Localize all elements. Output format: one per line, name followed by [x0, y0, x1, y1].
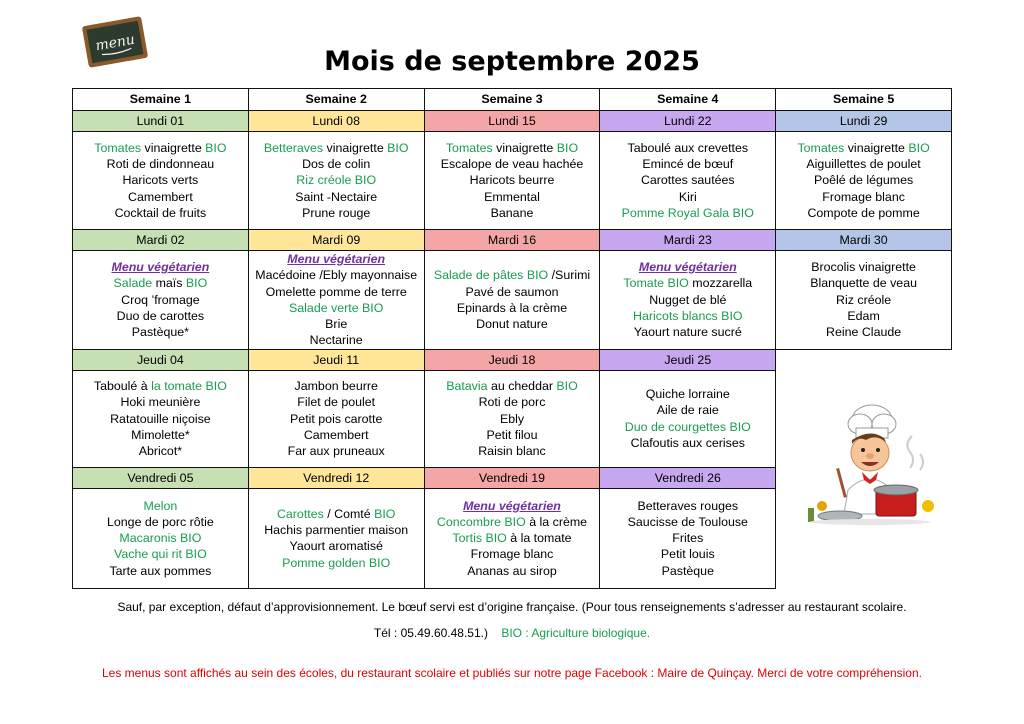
- dish-line: [249, 555, 424, 571]
- page-title: Mois de septembre 2025: [324, 46, 700, 77]
- dish-line: [73, 498, 248, 514]
- dish-text: Pastèque: [661, 563, 714, 578]
- bio-text: Haricots blancs BIO: [633, 309, 743, 324]
- vegetarian-label: Menu végétarien: [463, 498, 561, 513]
- dish-line: [600, 530, 775, 546]
- dish-line: [425, 411, 600, 427]
- bio-text: Duo de courgettes BIO: [624, 419, 751, 434]
- dish-line: [600, 402, 775, 418]
- dish-line: [425, 140, 600, 156]
- dish-line: [249, 156, 424, 172]
- dish-line: [425, 546, 600, 562]
- day-label: Jeudi 18: [424, 349, 600, 370]
- dish-text: Prune rouge: [302, 205, 371, 220]
- dish-line: [600, 498, 775, 514]
- dish-text: Reine Claude: [826, 325, 902, 340]
- menu-cell: [424, 488, 600, 588]
- vegetarian-label: Menu végétarien: [287, 252, 386, 266]
- bio-text: BIO: [556, 379, 578, 394]
- dish-line: [600, 563, 775, 579]
- dish-text: Macédoine /Ebly mayonnaise: [255, 268, 418, 283]
- day-label: Vendredi 12: [248, 467, 424, 488]
- dish-line: [600, 205, 775, 221]
- dish-text: / Comté: [323, 506, 375, 521]
- day-label: [776, 349, 952, 370]
- menu-cell: [73, 251, 249, 350]
- dish-line: [73, 172, 248, 188]
- dish-line: [600, 324, 775, 340]
- day-label: Mardi 23: [600, 230, 776, 251]
- dish-text: Banane: [490, 205, 534, 220]
- week-header-5: Semaine 5: [776, 89, 952, 111]
- dish-line: [73, 140, 248, 156]
- dish-text: Yaourt nature sucré: [633, 325, 742, 340]
- dish-line: [776, 156, 951, 172]
- dish-line: [425, 172, 600, 188]
- menu-cell: [248, 251, 424, 350]
- dish-line: [776, 140, 951, 156]
- dish-line: [425, 189, 600, 205]
- dish-text: Aiguillettes de poulet: [806, 157, 921, 172]
- week-header-2: Semaine 2: [248, 89, 424, 111]
- bio-text: Melon: [143, 498, 178, 513]
- day-label: Jeudi 25: [600, 349, 776, 370]
- dish-line: [73, 156, 248, 172]
- week-header-row: [73, 89, 952, 111]
- dish-line: [73, 394, 248, 410]
- day-label: Lundi 08: [248, 111, 424, 132]
- dish-line: [600, 386, 775, 402]
- logo-text: menu: [94, 31, 137, 55]
- dish-line: [249, 172, 424, 188]
- bio-text: Tomates: [445, 140, 493, 155]
- dish-text: Haricots verts: [122, 173, 199, 188]
- dish-text: Fromage blanc: [822, 189, 905, 204]
- dish-text: Mimolette*: [131, 427, 190, 442]
- dish-line: [249, 140, 424, 156]
- dish-line: [425, 284, 600, 300]
- dish-line: [73, 530, 248, 546]
- dish-line: [73, 546, 248, 562]
- dish-line: [776, 189, 951, 205]
- dish-line: [600, 189, 775, 205]
- dish-line: [249, 267, 424, 283]
- menu-cell: [600, 132, 776, 230]
- dish-text: Croq ’fromage: [121, 292, 200, 307]
- supply-note: Sauf, par exception, défaut d’approvisionnement. Le bœuf servi est d’origine française. (Pour tous renseignements s’adresser au restaurant scolaire.: [117, 600, 907, 614]
- week-header-4: Semaine 4: [600, 89, 776, 111]
- dish-line: [73, 514, 248, 530]
- dish-line: [425, 498, 600, 514]
- dish-text: à la tomate: [506, 531, 572, 546]
- dish-text: Tarte aux pommes: [109, 563, 212, 578]
- dish-text: Camembert: [128, 189, 193, 204]
- dish-text: Omelette pomme de terre: [265, 284, 407, 299]
- dish-text: Emincé de bœuf: [642, 157, 734, 172]
- dish-text: Brocolis vinaigrette: [811, 260, 916, 275]
- dish-line: [249, 251, 424, 267]
- dish-text: Ratatouille niçoise: [110, 411, 211, 426]
- bio-text: Batavia: [446, 379, 488, 394]
- day-label: Lundi 01: [73, 111, 249, 132]
- dish-line: [425, 316, 600, 332]
- bio-text: Salade verte BIO: [289, 300, 384, 315]
- dish-line: [249, 427, 424, 443]
- week-header-1: Semaine 1: [73, 89, 249, 111]
- dish-text: Kiri: [678, 189, 697, 204]
- bio-text: Betteraves: [263, 140, 324, 155]
- dish-line: [600, 172, 775, 188]
- dish-text: Dos de colin: [302, 157, 371, 172]
- dish-line: [425, 205, 600, 221]
- dish-line: [776, 308, 951, 324]
- day-row: [73, 230, 952, 251]
- menu-cell: [248, 370, 424, 467]
- dish-line: [600, 156, 775, 172]
- dish-line: [73, 324, 248, 340]
- dish-line: [249, 300, 424, 316]
- chef-cooking-icon: [800, 398, 940, 528]
- dish-text: Saint -Nectaire: [295, 189, 378, 204]
- bio-text: Tomate BIO: [623, 276, 689, 291]
- dish-text: Filet de poulet: [297, 395, 376, 410]
- dish-text: vinaigrette: [844, 140, 909, 155]
- dish-line: [776, 205, 951, 221]
- dish-text: Cocktail de fruits: [114, 205, 207, 220]
- dish-text: Frites: [672, 531, 704, 546]
- dish-text: Aile de raie: [656, 403, 719, 418]
- dish-text: vinaigrette: [323, 140, 388, 155]
- dish-line: [425, 514, 600, 530]
- dish-line: [249, 506, 424, 522]
- dish-text: Edam: [847, 309, 880, 324]
- dish-text: Longe de porc rôtie: [107, 514, 214, 529]
- day-label: Mardi 30: [776, 230, 952, 251]
- day-row: [73, 349, 952, 370]
- dish-text: Saucisse de Toulouse: [627, 514, 748, 529]
- dish-line: [73, 563, 248, 579]
- dish-line: [425, 378, 600, 394]
- dish-line: [249, 443, 424, 459]
- dish-text: vinaigrette: [492, 140, 557, 155]
- dish-text: Roti de porc: [478, 395, 546, 410]
- dish-line: [249, 205, 424, 221]
- dish-text: Brie: [325, 317, 348, 332]
- dish-text: à la crème: [525, 514, 588, 529]
- bio-text: Salade: [113, 276, 153, 291]
- contact-line: [0, 626, 1024, 640]
- dish-line: [249, 378, 424, 394]
- dish-text: mozzarella: [688, 276, 753, 291]
- dish-line: [425, 443, 600, 459]
- dish-text: Nugget de blé: [649, 292, 727, 307]
- bio-text: BIO: [205, 140, 227, 155]
- dish-line: [73, 411, 248, 427]
- dish-line: [73, 205, 248, 221]
- bio-text: Macaronis BIO: [119, 531, 202, 546]
- dish-line: [600, 140, 775, 156]
- week-header-3: Semaine 3: [424, 89, 600, 111]
- dish-line: [425, 300, 600, 316]
- menu-cell: [424, 132, 600, 230]
- bio-legend: BIO : Agriculture biologique.: [501, 626, 651, 640]
- dish-text: Carottes sautées: [640, 173, 735, 188]
- day-label: Mardi 16: [424, 230, 600, 251]
- dish-text: Abricot*: [138, 444, 183, 459]
- dish-text: Donut nature: [476, 317, 548, 332]
- menu-cell: [73, 370, 249, 467]
- dish-line: [249, 284, 424, 300]
- footer-notice: Les menus sont affichés au sein des écoles, du restaurant scolaire et publiés sur notre page Facebook : Maire de Quinçay. Merci de votre compréhension.: [101, 666, 922, 680]
- day-label: Mardi 02: [73, 230, 249, 251]
- dish-text: Betteraves rouges: [637, 498, 739, 513]
- dish-text: Epinards à la crème: [456, 300, 568, 315]
- dish-line: [600, 292, 775, 308]
- dish-line: [249, 316, 424, 332]
- day-label: Jeudi 11: [248, 349, 424, 370]
- dish-text: Raisin blanc: [478, 444, 546, 459]
- menu-cell: [600, 370, 776, 467]
- dish-line: [249, 538, 424, 554]
- dish-line: [600, 259, 775, 275]
- dish-text: Hachis parmentier maison: [264, 522, 409, 537]
- dish-line: [600, 514, 775, 530]
- dish-line: [73, 189, 248, 205]
- dish-text: Roti de dindonneau: [106, 157, 215, 172]
- dish-line: [249, 394, 424, 410]
- dish-text: Haricots beurre: [469, 173, 555, 188]
- day-label: Lundi 15: [424, 111, 600, 132]
- bio-text: BIO: [387, 140, 409, 155]
- dish-line: [776, 259, 951, 275]
- menu-cell: [600, 251, 776, 350]
- menu-cell: [424, 370, 600, 467]
- day-label: Mardi 09: [248, 230, 424, 251]
- bio-text: Pomme golden BIO: [282, 555, 391, 570]
- dish-line: [249, 411, 424, 427]
- dish-line: [600, 308, 775, 324]
- day-row: [73, 111, 952, 132]
- bio-text: Tomates: [797, 140, 845, 155]
- day-label: Lundi 22: [600, 111, 776, 132]
- dish-text: Ebly: [499, 411, 525, 426]
- dish-text: vinaigrette: [141, 140, 206, 155]
- dish-line: [73, 292, 248, 308]
- dish-line: [425, 530, 600, 546]
- bio-text: BIO: [185, 276, 208, 291]
- dish-text: Riz créole: [836, 292, 892, 307]
- dish-text: Jambon beurre: [294, 379, 378, 394]
- dish-text: Petit louis: [660, 547, 715, 562]
- dish-text: Clafoutis aux cerises: [630, 436, 745, 451]
- dish-line: [249, 522, 424, 538]
- bio-text: Salade de pâtes BIO: [433, 268, 549, 283]
- bio-text: Riz créole BIO: [296, 173, 377, 188]
- dish-text: Blanquette de veau: [810, 276, 917, 291]
- dish-line: [73, 378, 248, 394]
- menu-row: [73, 251, 952, 350]
- bio-text: Carottes: [276, 506, 324, 521]
- menu-cell: [73, 488, 249, 588]
- dish-text: Pavé de saumon: [465, 284, 559, 299]
- dish-text: Petit filou: [486, 427, 538, 442]
- menu-cell: [73, 132, 249, 230]
- menu-cell: [424, 251, 600, 350]
- menu-cell: [248, 132, 424, 230]
- dish-text: maïs: [152, 276, 186, 291]
- menu-cell: [600, 488, 776, 588]
- dish-text: Taboulé aux crevettes: [627, 140, 749, 155]
- dish-line: [73, 259, 248, 275]
- dish-text: Petit pois carotte: [290, 411, 383, 426]
- dish-line: [776, 172, 951, 188]
- dish-line: [73, 443, 248, 459]
- dish-line: [249, 332, 424, 348]
- dish-text: Quiche lorraine: [645, 387, 730, 402]
- bio-text: Tortis BIO: [452, 531, 507, 546]
- dish-text: au cheddar: [487, 379, 557, 394]
- dish-text: Yaourt aromatisé: [289, 539, 383, 554]
- bio-text: Pomme Royal Gala BIO: [621, 205, 754, 220]
- dish-line: [776, 324, 951, 340]
- dish-line: [776, 292, 951, 308]
- bio-text: BIO: [908, 140, 930, 155]
- day-label: Jeudi 04: [73, 349, 249, 370]
- dish-text: Duo de carottes: [116, 309, 205, 324]
- dish-text: Compote de pomme: [807, 205, 920, 220]
- dish-text: /Surimi: [548, 268, 591, 283]
- bio-text: BIO: [556, 140, 579, 155]
- dish-line: [600, 435, 775, 451]
- dish-text: Escalope de veau hachée: [440, 157, 584, 172]
- dish-text: Fromage blanc: [470, 547, 554, 562]
- dish-text: Poêlé de légumes: [813, 173, 914, 188]
- vegetarian-label: Menu végétarien: [111, 260, 210, 275]
- bio-text: Vache qui rit BIO: [114, 547, 207, 562]
- phone-number: Tél : 05.49.60.48.51.): [373, 626, 488, 640]
- menu-cell: [776, 132, 952, 230]
- dish-line: [425, 427, 600, 443]
- dish-line: [425, 563, 600, 579]
- dish-line: [600, 275, 775, 291]
- dish-text: Taboulé à: [93, 379, 152, 394]
- dish-line: [600, 546, 775, 562]
- dish-line: [425, 267, 600, 283]
- dish-text: Ananas au sirop: [467, 563, 557, 578]
- day-label: Vendredi 19: [424, 467, 600, 488]
- dish-text: Camembert: [303, 427, 369, 442]
- menu-cell: [776, 251, 952, 350]
- menu-row: [73, 132, 952, 230]
- dish-line: [600, 419, 775, 435]
- dish-line: [73, 275, 248, 291]
- dish-text: Emmental: [484, 189, 540, 204]
- dish-line: [73, 427, 248, 443]
- bio-text: la tomate BIO: [151, 379, 227, 394]
- bio-text: Tomates: [94, 140, 142, 155]
- dish-line: [249, 189, 424, 205]
- day-label: Vendredi 26: [600, 467, 776, 488]
- bio-text: BIO: [374, 506, 396, 521]
- dish-line: [73, 308, 248, 324]
- dish-text: Far aux pruneaux: [287, 444, 385, 459]
- dish-line: [776, 275, 951, 291]
- dish-line: [425, 394, 600, 410]
- day-label: Lundi 29: [776, 111, 952, 132]
- day-label: Vendredi 05: [73, 467, 249, 488]
- dish-text: Hoki meunière: [120, 395, 201, 410]
- bio-text: Concombre BIO: [436, 514, 526, 529]
- menu-cell: [248, 488, 424, 588]
- dish-text: Pastèque*: [131, 325, 189, 340]
- vegetarian-label: Menu végétarien: [638, 260, 737, 275]
- dish-line: [425, 156, 600, 172]
- dish-text: Nectarine: [309, 333, 363, 348]
